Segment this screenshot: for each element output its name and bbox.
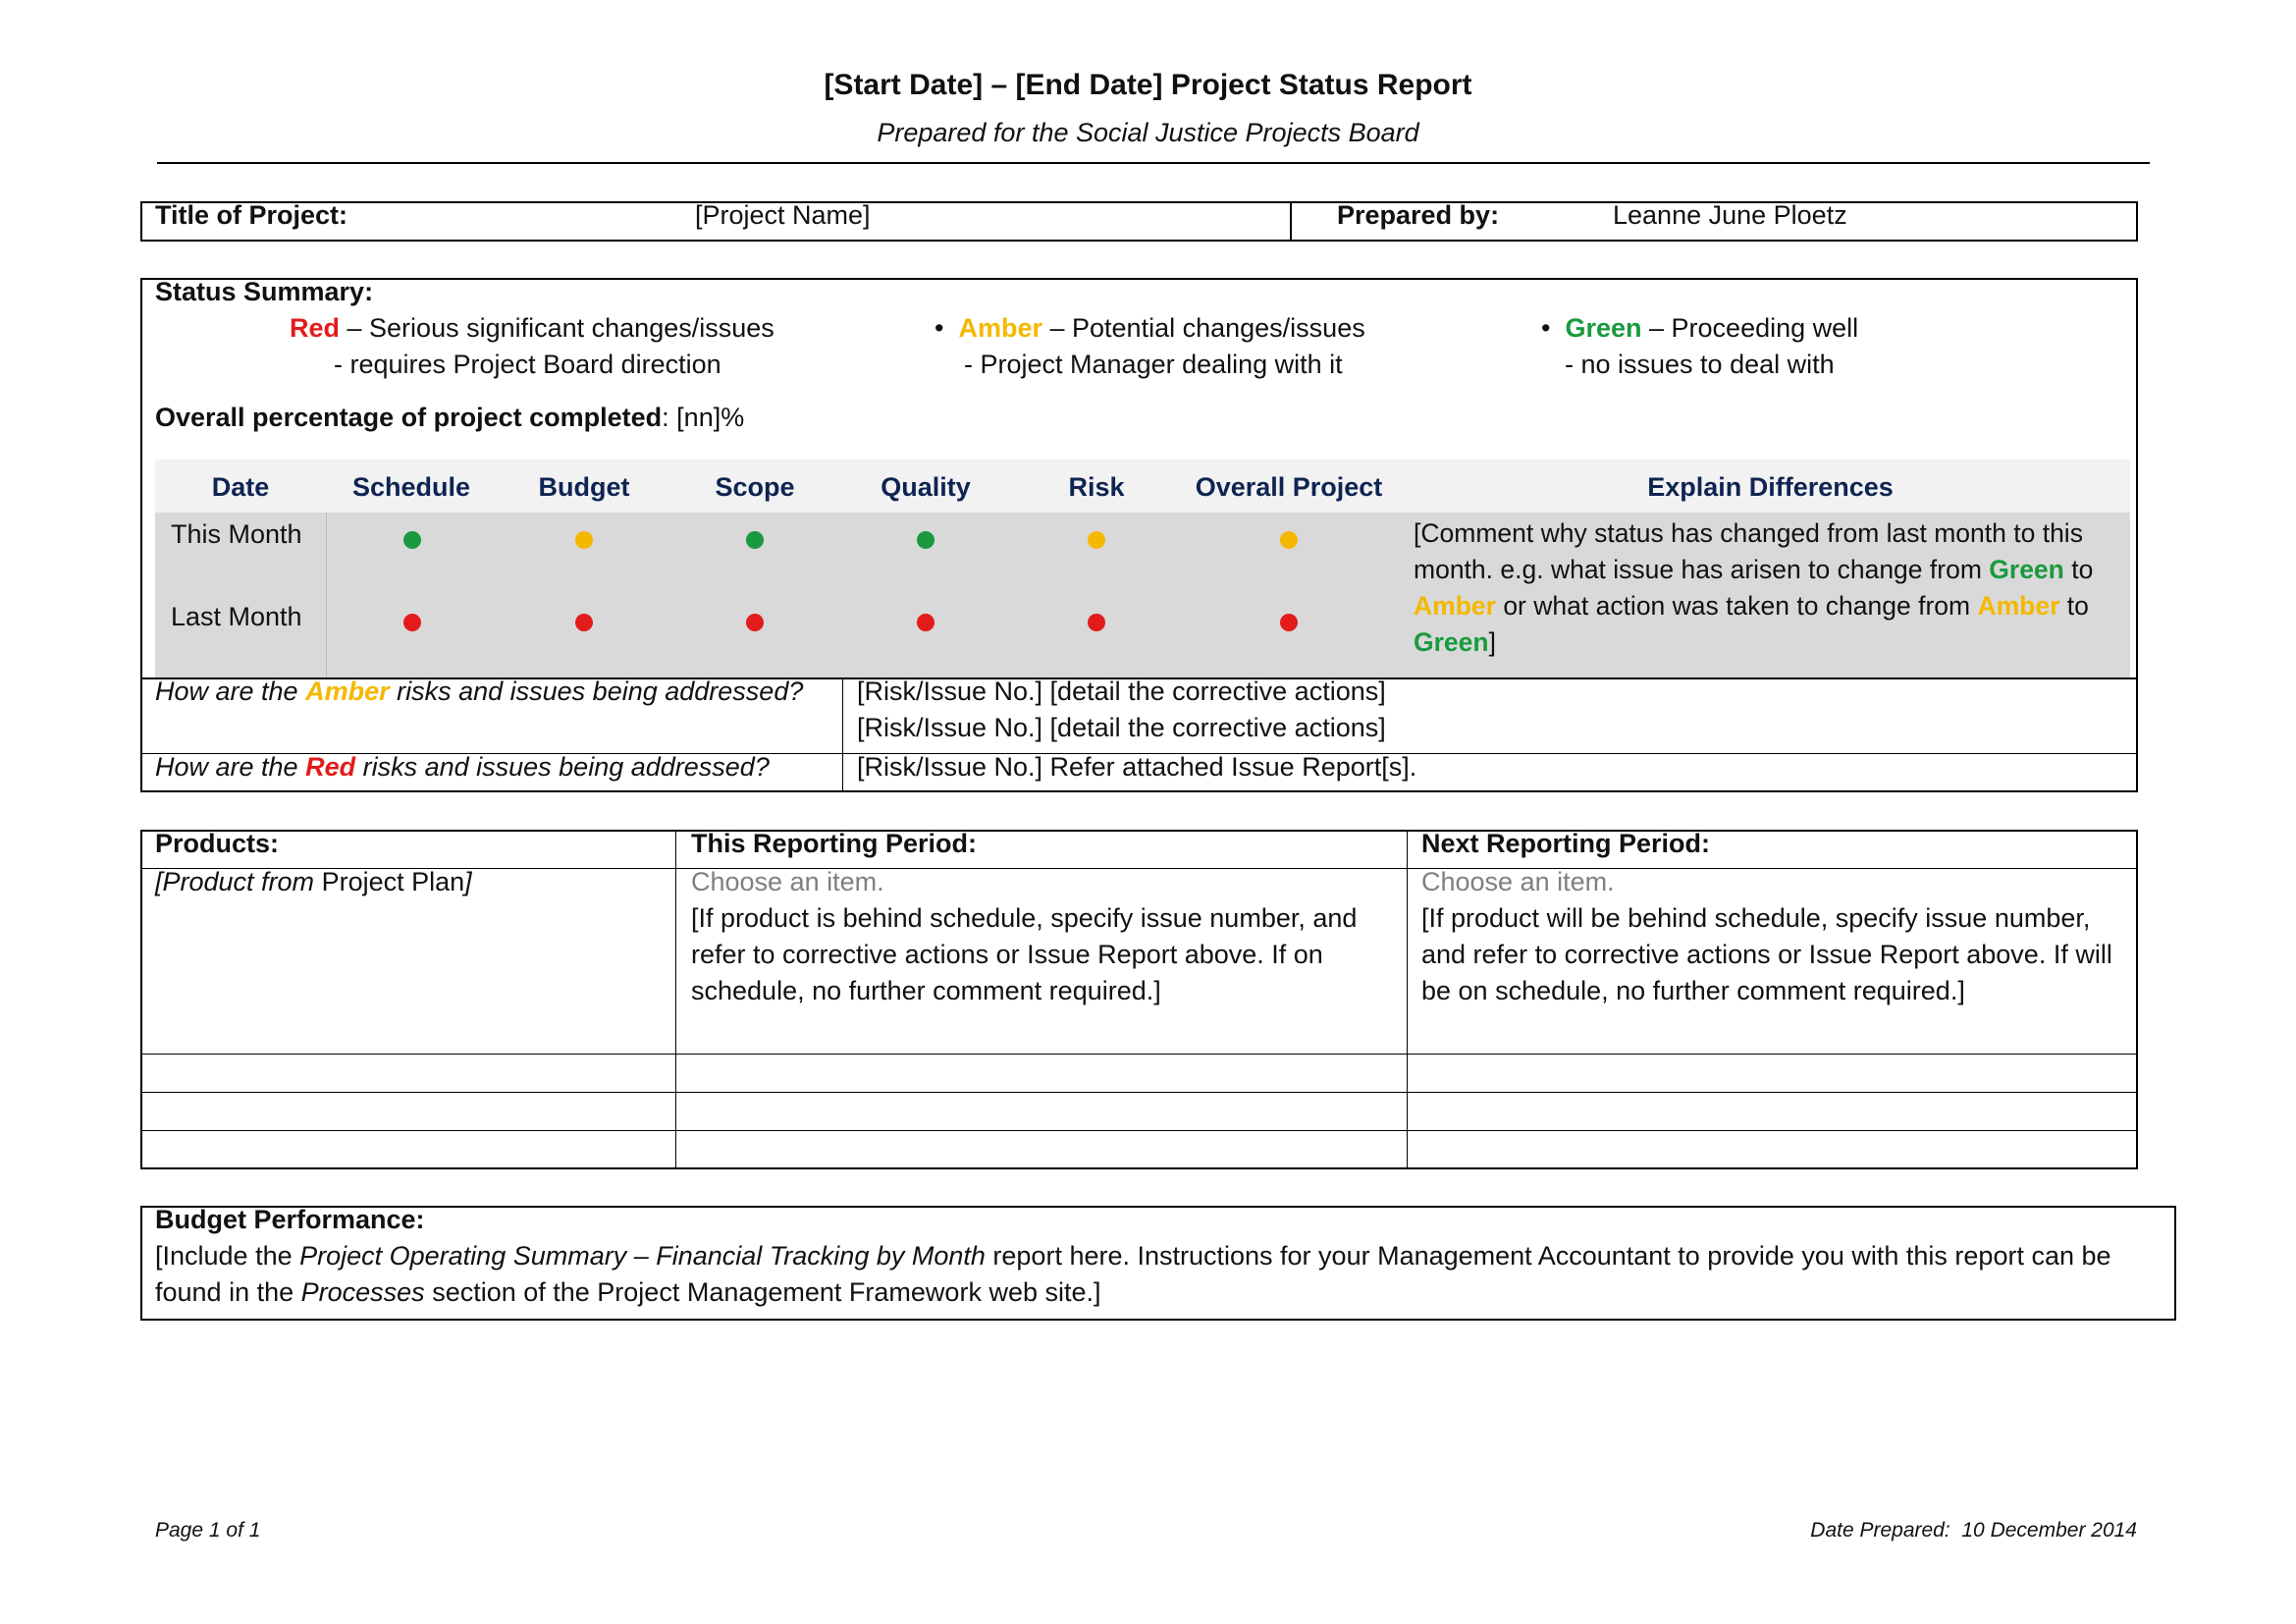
col-header-risk: Risk — [1068, 472, 1125, 502]
red-risks-question — [155, 749, 770, 785]
next-period-text[interactable]: [If product will be behind schedule, specify issue number, and refer to corrective actions or Issue Report above. If will be on schedule, no further comment required.] — [1421, 903, 2112, 1005]
products-row-line — [140, 1130, 2138, 1131]
date-prepared-label: Date Prepared: — [1810, 1519, 1950, 1542]
budget-text: Processes — [300, 1277, 425, 1307]
overall-percentage-label: Overall percentage of project completed — [155, 403, 663, 432]
risks-col-divider — [842, 677, 843, 792]
budget-text: [Include the — [155, 1241, 300, 1271]
question-text: How are the — [155, 752, 306, 782]
this-period-header: This Reporting Period: — [691, 829, 978, 858]
legend-green-bullet: • — [1541, 313, 1551, 343]
col-header-schedule: Schedule — [351, 472, 471, 502]
red-risk-line[interactable]: [Risk/Issue No.] Refer attached Issue Report[s]. — [857, 752, 1417, 782]
budget-text: Project Operating Summary – Financial Tracking by Month — [299, 1241, 986, 1271]
status-dot — [1088, 531, 1105, 549]
legend-red-word: Red — [290, 313, 341, 343]
question-text: risks and issues being addressed? — [355, 752, 770, 782]
red-word: Red — [305, 752, 356, 782]
page-subtitle: Prepared for the Social Justice Projects Board — [877, 118, 1419, 147]
col-header-overall-project: Overall Project — [1195, 472, 1383, 502]
this-period-text[interactable]: [If product is behind schedule, specify issue number, and refer to corrective actions or Issue Report above. If on schedule, no further comment required.] — [691, 903, 1358, 1005]
explain-text-part: or what action was taken to change from — [1495, 591, 1978, 621]
explain-amber-word: Amber — [1977, 591, 2060, 621]
status-date-col-divider — [326, 513, 327, 677]
col-header-quality: Quality — [881, 472, 971, 502]
question-text: How are the — [155, 677, 306, 706]
legend-amber-line1: – Potential changes/issues — [1042, 313, 1365, 343]
status-dot — [1280, 531, 1298, 549]
row-label-last-month: Last Month — [171, 602, 302, 631]
status-dot — [403, 531, 421, 549]
products-col-divider-2 — [1407, 830, 1408, 1169]
status-summary-label: Status Summary: — [155, 277, 374, 306]
page-number: Page 1 of 1 — [155, 1519, 261, 1542]
legend-amber-bullet: • — [934, 313, 944, 343]
legend-green-line2: - no issues to deal with — [1565, 350, 1835, 379]
project-info-divider — [1290, 201, 1292, 242]
status-dot — [917, 531, 934, 549]
col-header-explain-differences: Explain Differences — [1647, 472, 1894, 502]
status-dot — [1280, 614, 1298, 631]
product-text: ] — [464, 867, 472, 896]
explain-green-word: Green — [1414, 627, 1489, 657]
legend-green-word: Green — [1565, 313, 1642, 343]
legend-amber — [934, 310, 1365, 347]
explain-text-part: [Comment why status has changed from last month to this month. e.g. what issue has arisen to change from — [1414, 518, 2083, 584]
status-dot — [575, 614, 593, 631]
this-period-dropdown[interactable]: Choose an item. — [691, 867, 884, 896]
col-header-scope: Scope — [715, 472, 795, 502]
next-period-header: Next Reporting Period: — [1421, 829, 1711, 858]
budget-text: section of the Project Management Framework web site.] — [424, 1277, 1101, 1307]
explain-green-word: Green — [1989, 555, 2064, 584]
overall-percentage-sep: : — [662, 403, 677, 432]
explain-text-part: to — [2063, 555, 2094, 584]
title-divider — [157, 162, 2150, 164]
legend-green-line1: – Proceeding well — [1641, 313, 1859, 343]
explain-text-part: ] — [1488, 627, 1496, 657]
budget-performance-text[interactable] — [155, 1238, 2167, 1311]
amber-risk-line-1[interactable]: [Risk/Issue No.] [detail the corrective actions] — [857, 677, 1386, 706]
products-header: Products: — [155, 829, 280, 858]
status-dot — [1088, 614, 1105, 631]
budget-performance-label: Budget Performance: — [155, 1205, 425, 1234]
explain-text-part: to — [2059, 591, 2089, 621]
overall-percentage-value[interactable]: [nn]% — [676, 403, 745, 432]
status-dot — [575, 531, 593, 549]
legend-red-line2: - requires Project Board direction — [334, 350, 721, 379]
status-dot — [917, 614, 934, 631]
products-col-divider-1 — [675, 830, 676, 1169]
products-row-line — [140, 1092, 2138, 1093]
title-of-project-label: Title of Project: — [155, 200, 348, 230]
products-row-line — [140, 1054, 2138, 1055]
legend-amber-line2: - Project Manager dealing with it — [964, 350, 1343, 379]
explain-differences-text[interactable] — [1414, 515, 2124, 661]
prepared-by-label: Prepared by: — [1337, 200, 1500, 230]
page-title: [Start Date] – [End Date] Project Status Report — [824, 69, 1472, 101]
status-dot — [746, 531, 764, 549]
product-text: [Product from — [155, 867, 322, 896]
product-text: Project Plan — [321, 867, 465, 896]
status-dot — [403, 614, 421, 631]
budget-text: report here. Instructions for your Management Accountant to provide you with this report can be found in the — [155, 1241, 2111, 1307]
overall-percentage — [155, 400, 744, 436]
prepared-by-value[interactable]: Leanne June Ploetz — [1613, 200, 1847, 230]
project-name-value[interactable]: [Project Name] — [695, 200, 871, 230]
legend-red — [290, 310, 774, 347]
date-prepared — [1810, 1519, 2137, 1543]
row-label-this-month: This Month — [171, 519, 302, 549]
question-text: risks and issues being addressed? — [389, 677, 804, 706]
col-header-budget: Budget — [538, 472, 630, 502]
legend-green — [1541, 310, 1858, 347]
amber-risks-question — [155, 674, 803, 710]
next-period-dropdown[interactable]: Choose an item. — [1421, 867, 1615, 896]
explain-amber-word: Amber — [1414, 591, 1496, 621]
status-dot — [746, 614, 764, 631]
legend-red-line1: – Serious significant changes/issues — [340, 313, 774, 343]
col-header-date: Date — [211, 472, 270, 502]
amber-word: Amber — [305, 677, 390, 706]
amber-risk-line-2[interactable]: [Risk/Issue No.] [detail the corrective actions] — [857, 713, 1386, 742]
legend-amber-word: Amber — [958, 313, 1042, 343]
product-cell[interactable] — [155, 864, 472, 900]
date-prepared-value: 10 December 2014 — [1961, 1519, 2137, 1542]
